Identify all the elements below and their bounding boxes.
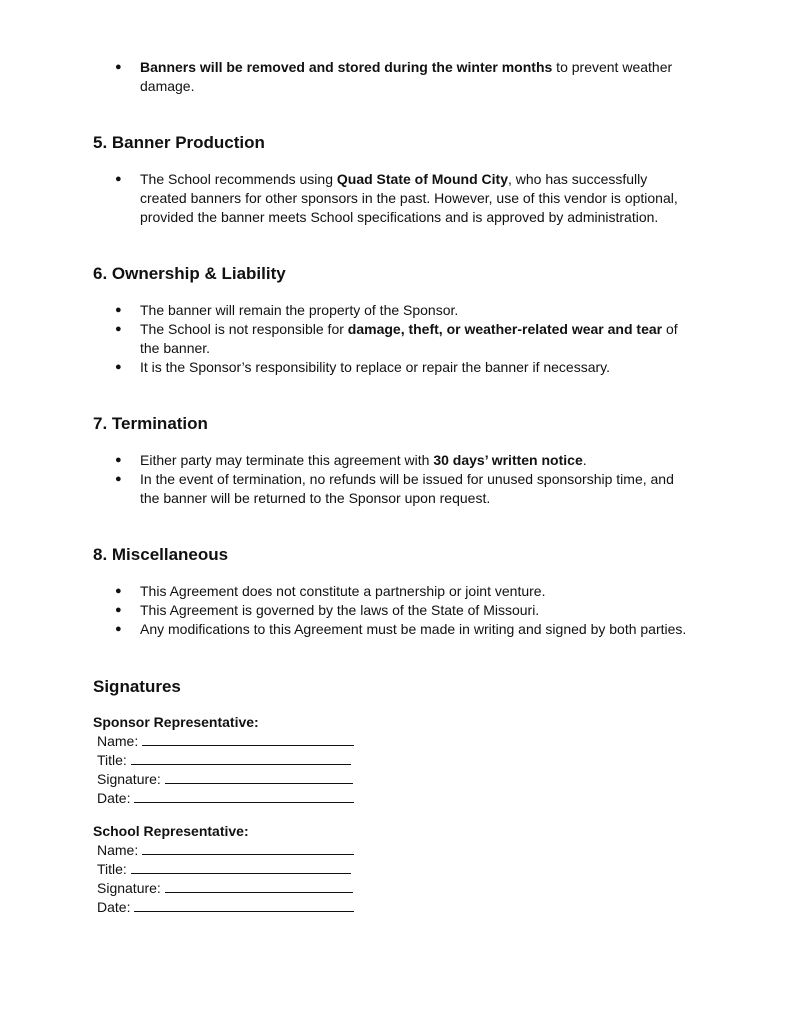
school-representative-label: School Representative: [93, 823, 249, 839]
bullet-icon: ● [115, 473, 122, 485]
list-item-text: Any modifications to this Agreement must be made in writing and signed by both parties. [140, 621, 687, 637]
school-title-line[interactable] [131, 861, 351, 874]
list-item-text: Banners will be removed and stored during the winter months to prevent weather damage. [140, 59, 673, 94]
sponsor-date-line[interactable] [134, 790, 354, 803]
list-item [115, 470, 695, 508]
list-item-text: This Agreement does not constitute a partnership or joint venture. [140, 583, 546, 599]
section-heading-termination: 7. Termination [93, 414, 208, 433]
sponsor-signature-line[interactable] [165, 771, 353, 784]
list-item-text: The School recommends using Quad State of Mound City, who has successfully created banners for other sponsors in the past. However, use of this vendor is optional, provided the banner meets School specifications and is approved by administration. [140, 171, 678, 225]
list-item-text: It is the Sponsor’s responsibility to replace or repair the banner if necessary. [140, 359, 611, 375]
list-item [115, 620, 695, 639]
bullet-icon: ● [115, 323, 122, 335]
sponsor-signature-field[interactable]: Signature: [97, 770, 353, 789]
list-item [115, 601, 695, 620]
list-item-text: The banner will remain the property of the Sponsor. [140, 302, 459, 318]
sponsor-title-field[interactable]: Title: [97, 751, 351, 770]
school-name-line[interactable] [142, 842, 354, 855]
list-item [115, 58, 695, 96]
list-item-text: The School is not responsible for damage, theft, or weather-related wear and tear of the banner. [140, 321, 678, 356]
bullet-icon: ● [115, 585, 122, 597]
sponsor-name-field[interactable]: Name: [97, 732, 354, 751]
list-item [115, 358, 695, 377]
bullet-icon: ● [115, 61, 122, 73]
school-date-field[interactable]: Date: [97, 898, 354, 917]
sponsor-title-line[interactable] [131, 752, 351, 765]
school-signature-line[interactable] [165, 880, 353, 893]
bullet-icon: ● [115, 454, 122, 466]
list-item-text: This Agreement is governed by the laws of the State of Missouri. [140, 602, 540, 618]
list-item [115, 170, 695, 227]
sponsor-date-field[interactable]: Date: [97, 789, 354, 808]
bullet-icon: ● [115, 604, 122, 616]
list-item-text: Either party may terminate this agreement with 30 days’ written notice. [140, 452, 587, 468]
list-item [115, 320, 695, 358]
section-heading-miscellaneous: 8. Miscellaneous [93, 545, 229, 564]
section-heading-ownership-liability: 6. Ownership & Liability [93, 264, 286, 283]
bullet-icon: ● [115, 361, 122, 373]
school-signature-field[interactable]: Signature: [97, 879, 353, 898]
list-item-text: In the event of termination, no refunds will be issued for unused sponsorship time, and the banner will be returned to the Sponsor upon request. [140, 471, 674, 506]
sponsor-name-line[interactable] [142, 733, 354, 746]
school-name-field[interactable]: Name: [97, 841, 354, 860]
bullet-icon: ● [115, 623, 122, 635]
section-heading-banner-production: 5. Banner Production [93, 133, 265, 152]
bullet-icon: ● [115, 173, 122, 185]
section-heading-signatures: Signatures [93, 677, 181, 696]
school-title-field[interactable]: Title: [97, 860, 351, 879]
list-item [115, 301, 695, 320]
school-date-line[interactable] [134, 899, 354, 912]
list-item [115, 582, 695, 601]
bullet-icon: ● [115, 304, 122, 316]
list-item [115, 451, 695, 470]
sponsor-representative-label: Sponsor Representative: [93, 714, 259, 730]
